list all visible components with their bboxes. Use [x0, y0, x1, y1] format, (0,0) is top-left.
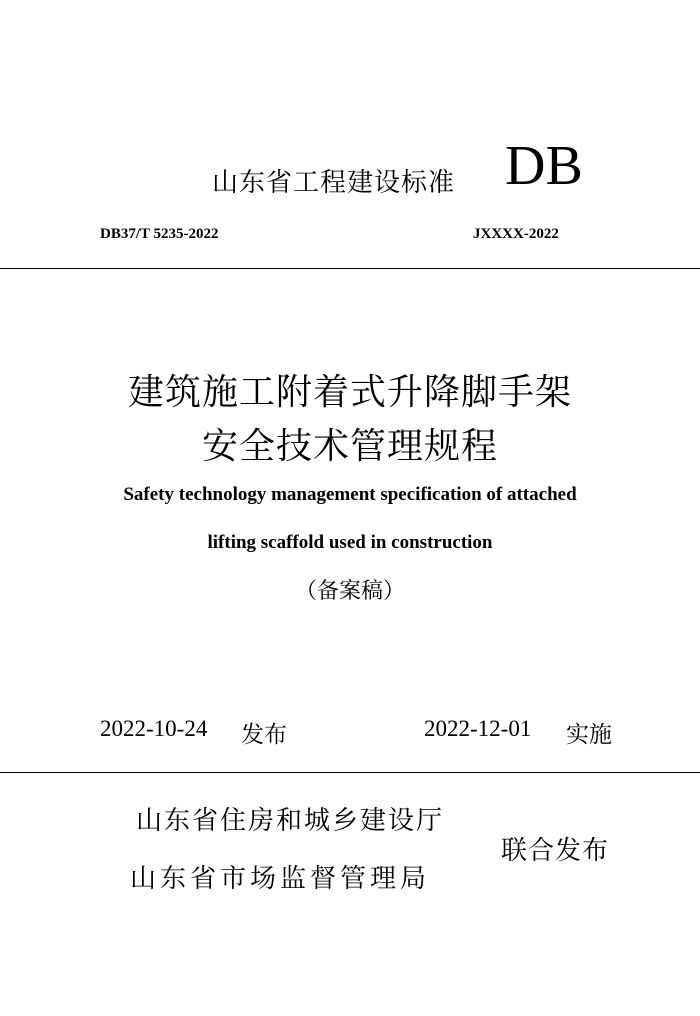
title-zh-line-2: 安全技术管理规程: [201, 426, 498, 467]
bottom-divider: [0, 772, 700, 773]
issuer-department-2: 山东省市场监督管理局: [130, 864, 431, 894]
top-divider: [0, 268, 700, 269]
issue-label: 发布: [241, 722, 287, 748]
standard-title: 山东省工程建设标准: [212, 168, 456, 198]
implement-date: 2022-12-01: [424, 716, 532, 741]
draft-note: （备案稿）: [294, 579, 405, 604]
filing-code: JXXXX-2022: [473, 226, 559, 242]
title-en-line-2: lifting scaffold used in construction: [207, 532, 493, 553]
standard-code: DB37/T 5235-2022: [100, 226, 219, 242]
issue-date: 2022-10-24: [100, 716, 208, 741]
joint-issue-label: 联合发布: [501, 836, 610, 866]
issuer-department-1: 山东省住房和城乡建设厅: [136, 806, 445, 836]
standard-mark: DB: [505, 135, 583, 197]
title-en-line-1: Safety technology management specification of attached: [123, 484, 577, 505]
title-zh-line-1: 建筑施工附着式升降脚手架: [127, 372, 572, 413]
implement-label: 实施: [566, 722, 612, 748]
